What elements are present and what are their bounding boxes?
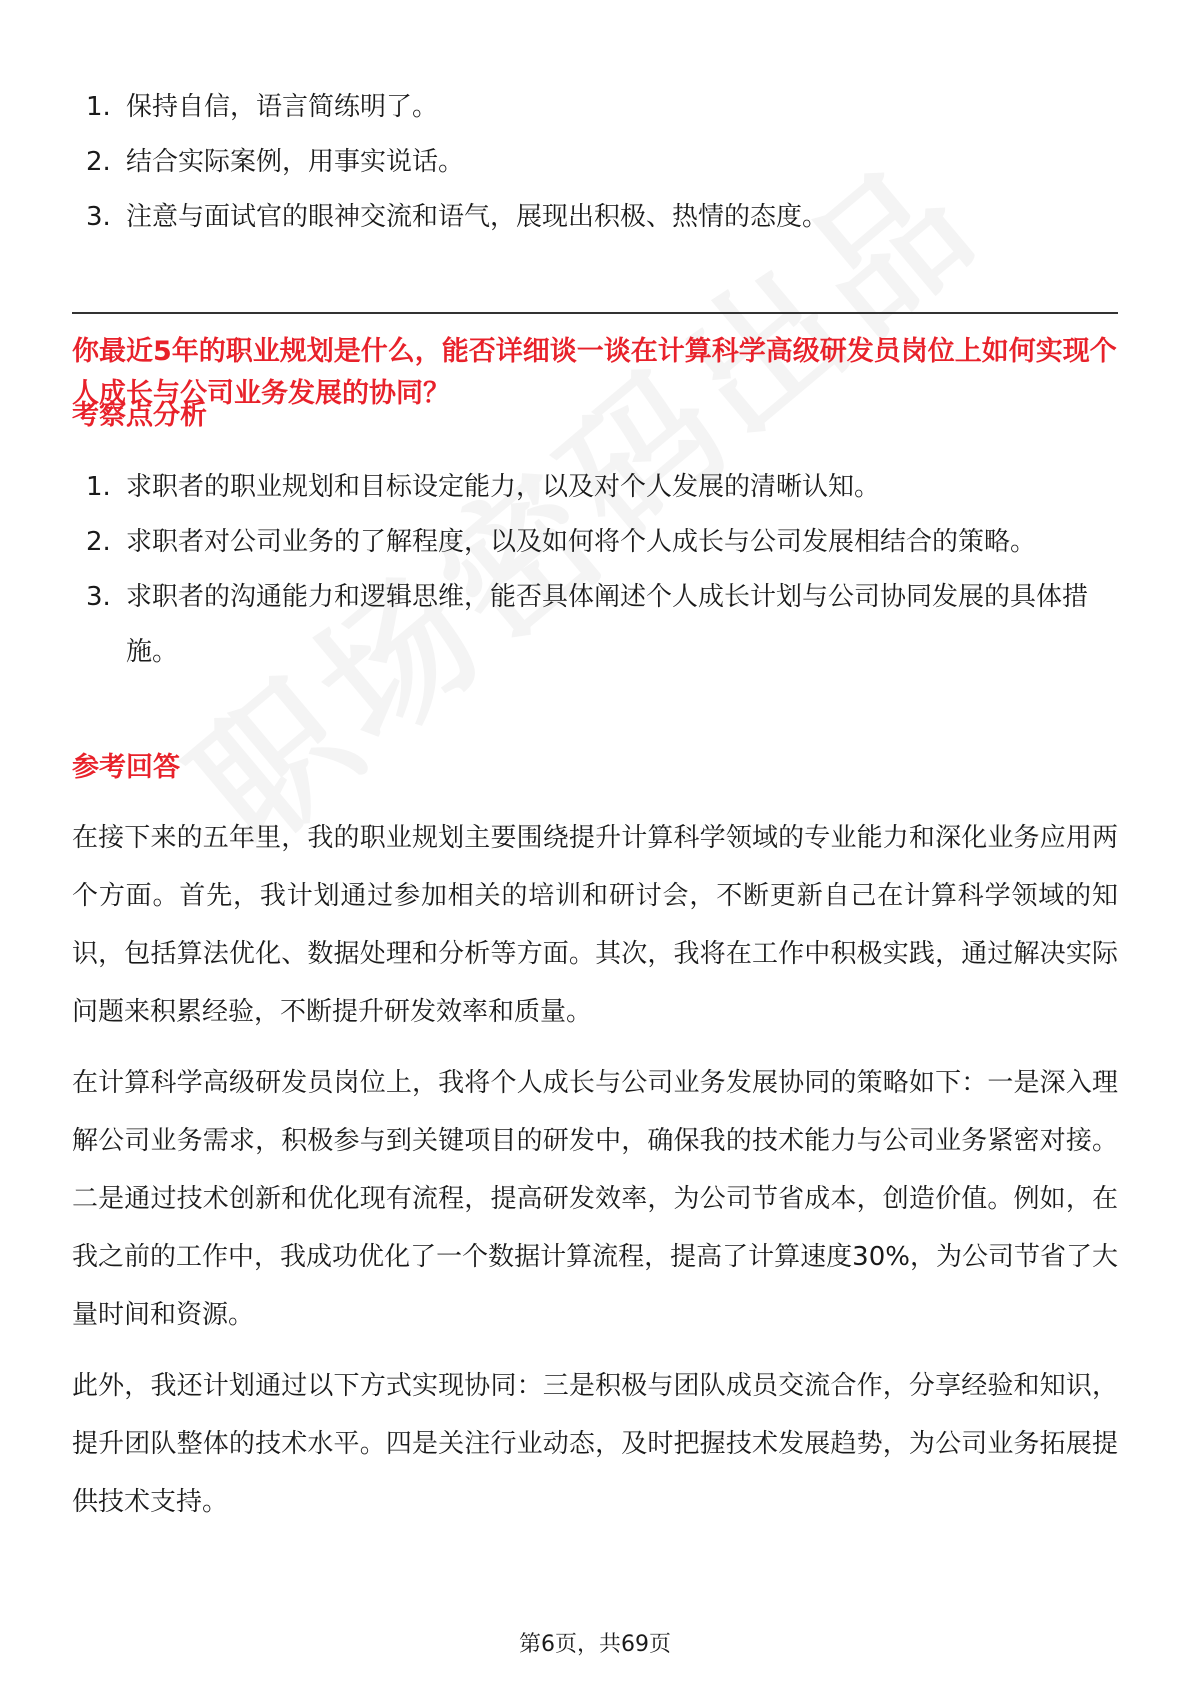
question-title: 你最近5年的职业规划是什么，能否详细谈一谈在计算科学高级研发员岗位上如何实现个人成长与公司业务发展的协同？ bbox=[72, 336, 1117, 409]
list-number: 3. bbox=[86, 202, 111, 232]
tips-list bbox=[0, 80, 1116, 245]
analysis-heading: 考察点分析 bbox=[72, 400, 207, 431]
list-text: 求职者的沟通能力和逻辑思维，能否具体阐述个人成长计划与公司协同发展的具体措施。 bbox=[126, 582, 1089, 667]
analysis-list bbox=[0, 460, 1116, 680]
answer-heading: 参考回答 bbox=[72, 752, 180, 783]
list-text: 结合实际案例，用事实说话。 bbox=[126, 147, 465, 177]
list-number: 2. bbox=[86, 527, 111, 557]
page-number: 第6页，共69页 bbox=[519, 1632, 671, 1657]
list-text: 求职者的职业规划和目标设定能力，以及对个人发展的清晰认知。 bbox=[126, 472, 881, 502]
list-number: 1. bbox=[86, 472, 111, 502]
answer-paragraph: 在计算科学高级研发员岗位上，我将个人成长与公司业务发展协同的策略如下：一是深入理解公司业务需求，积极参与到关键项目的研发中，确保我的技术能力与公司业务紧密对接。二是通过技术创新和优化现有流程，提高研发效率，为公司节省成本，创造价值。例如，在我之前的工作中，我成功优化了一个数据计算流程，提高了计算速度30%，为公司节省了大量时间和资源。 bbox=[72, 1068, 1118, 1330]
list-item bbox=[0, 190, 1116, 245]
list-number: 1. bbox=[86, 92, 111, 122]
list-item bbox=[0, 460, 1116, 515]
list-item bbox=[0, 515, 1116, 570]
list-text: 求职者对公司业务的了解程度，以及如何将个人成长与公司发展相结合的策略。 bbox=[126, 527, 1037, 557]
list-item bbox=[0, 135, 1116, 190]
answer-paragraph: 在接下来的五年里，我的职业规划主要围绕提升计算科学领域的专业能力和深化业务应用两个方面。首先，我计划通过参加相关的培训和研讨会，不断更新自己在计算科学领域的知识，包括算法优化、数据处理和分析等方面。其次，我将在工作中积极实践，通过解决实际问题来积累经验，不断提升研发效率和质量。 bbox=[72, 823, 1118, 1027]
section-divider bbox=[72, 312, 1118, 314]
answer-paragraph: 此外，我还计划通过以下方式实现协同：三是积极与团队成员交流合作，分享经验和知识，提升团队整体的技术水平。四是关注行业动态，及时把握技术发展趋势，为公司业务拓展提供技术支持。 bbox=[72, 1371, 1118, 1517]
list-text: 保持自信，语言简练明了。 bbox=[126, 92, 439, 122]
list-text: 注意与面试官的眼神交流和语气，展现出积极、热情的态度。 bbox=[126, 202, 829, 232]
list-number: 3. bbox=[86, 582, 111, 612]
list-number: 2. bbox=[86, 147, 111, 177]
list-item bbox=[0, 80, 1116, 135]
list-item bbox=[0, 570, 1116, 680]
